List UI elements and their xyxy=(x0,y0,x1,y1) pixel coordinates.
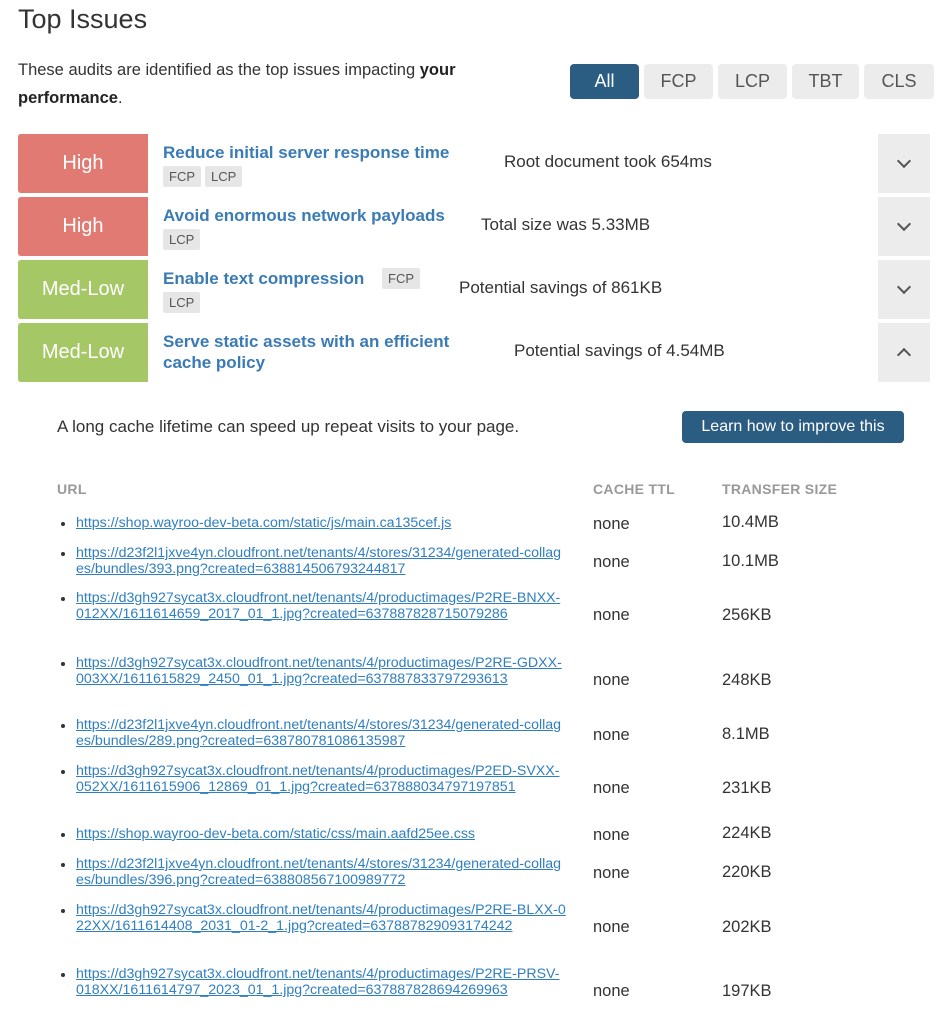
resource-url-link[interactable]: https://d3gh927sycat3x.cloudfront.net/tenants/4/productimages/P2ED-SVXX-052XX/1611615906_12869_01_1.jpg?created=637888034797197851 xyxy=(76,763,560,795)
filter-cls-button[interactable]: CLS xyxy=(864,64,934,99)
expand-button[interactable] xyxy=(878,134,930,193)
resource-url-link[interactable]: https://d23f2l1jxve4yn.cloudfront.net/tenants/4/stores/31234/generated-collages/bundles/289.png?created=638780781086135987 xyxy=(76,717,562,749)
resource-url-link[interactable]: https://d3gh927sycat3x.cloudfront.net/tenants/4/productimages/P2RE-BLXX-022XX/1611614408_2031_01-2_1.jpg?created=637887829093174242 xyxy=(76,902,566,934)
cache-ttl-value: none xyxy=(593,864,630,882)
column-header-url: URL xyxy=(57,481,87,497)
filter-tbt-button[interactable]: TBT xyxy=(792,64,859,99)
cache-ttl-value: none xyxy=(593,726,630,744)
transfer-size-value: 10.1MB xyxy=(722,552,779,570)
transfer-size-value: 202KB xyxy=(722,918,772,936)
transfer-size-value: 256KB xyxy=(722,606,772,624)
transfer-size-value: 231KB xyxy=(722,779,772,797)
cache-ttl-value: none xyxy=(593,606,630,624)
chevron-down-icon xyxy=(897,217,911,231)
issue-detail: Root document took 654ms xyxy=(504,152,712,171)
expand-button[interactable] xyxy=(878,260,930,319)
column-header-transfer-size: TRANSFER SIZE xyxy=(722,481,838,497)
resource-url-link[interactable]: https://shop.wayroo-dev-beta.com/static/js/main.ca135cef.js xyxy=(76,515,452,531)
page-subtitle: These audits are identified as the top issues impacting your performance. xyxy=(18,61,456,107)
severity-badge: Med-Low xyxy=(18,323,148,382)
resource-url-link[interactable]: https://d23f2l1jxve4yn.cloudfront.net/tenants/4/stores/31234/generated-collages/bundles/396.png?created=638808567100989772 xyxy=(76,856,562,888)
cache-ttl-value: none xyxy=(593,982,630,1000)
issue-title[interactable]: Serve static assets with an efficient cache policy xyxy=(163,332,450,372)
chevron-down-icon xyxy=(897,280,911,294)
filter-lcp-button[interactable]: LCP xyxy=(718,64,787,99)
severity-badge: High xyxy=(18,197,148,256)
metric-filter-group xyxy=(570,64,934,99)
metric-tag: LCP xyxy=(163,229,200,250)
issue-detail: Potential savings of 861KB xyxy=(459,278,663,297)
metric-tag: LCP xyxy=(163,292,200,313)
transfer-size-value: 248KB xyxy=(722,671,772,689)
cache-ttl-value: none xyxy=(593,779,630,797)
cache-ttl-value: none xyxy=(593,826,630,844)
metric-tag: FCP xyxy=(382,268,420,289)
collapse-button[interactable] xyxy=(878,323,930,382)
issue-title[interactable]: Enable text compression xyxy=(163,269,365,288)
transfer-size-value: 224KB xyxy=(722,824,772,842)
issue-title[interactable]: Avoid enormous network payloads xyxy=(163,206,445,225)
filter-fcp-button[interactable]: FCP xyxy=(644,64,713,99)
cache-ttl-value: none xyxy=(593,553,630,571)
learn-more-button[interactable]: Learn how to improve this xyxy=(682,411,904,443)
audit-description: A long cache lifetime can speed up repeat visits to your page. xyxy=(57,417,520,436)
issue-row[interactable] xyxy=(18,260,930,319)
issue-row[interactable] xyxy=(18,323,930,382)
issues-list xyxy=(18,134,930,386)
cache-ttl-value: none xyxy=(593,671,630,689)
expand-button[interactable] xyxy=(878,197,930,256)
transfer-size-value: 8.1MB xyxy=(722,725,770,743)
resource-url-link[interactable]: https://d23f2l1jxve4yn.cloudfront.net/tenants/4/stores/31234/generated-collages/bundles/393.png?created=638814506793244817 xyxy=(76,545,562,577)
resource-url-link[interactable]: https://d3gh927sycat3x.cloudfront.net/tenants/4/productimages/P2RE-BNXX-012XX/1611614659_2017_01_1.jpg?created=637887828715079286 xyxy=(76,590,561,622)
issue-detail: Total size was 5.33MB xyxy=(481,215,651,234)
transfer-size-value: 10.4MB xyxy=(722,513,779,531)
filter-all-button[interactable]: All xyxy=(570,64,639,99)
resource-url-link[interactable]: https://shop.wayroo-dev-beta.com/static/css/main.aafd25ee.css xyxy=(76,826,476,842)
cache-ttl-value: none xyxy=(593,918,630,936)
cache-ttl-value: none xyxy=(593,515,630,533)
metric-tag: LCP xyxy=(205,166,242,187)
page-title: Top Issues xyxy=(18,4,148,34)
severity-badge: Med-Low xyxy=(18,260,148,319)
resource-url-link[interactable]: https://d3gh927sycat3x.cloudfront.net/tenants/4/productimages/P2RE-GDXX-003XX/1611615829_2450_01_1.jpg?created=637887833797293613 xyxy=(76,655,562,687)
issue-row[interactable] xyxy=(18,197,930,256)
transfer-size-value: 220KB xyxy=(722,863,772,881)
severity-badge: High xyxy=(18,134,148,193)
issue-row[interactable] xyxy=(18,134,930,193)
resource-url-link[interactable]: https://d3gh927sycat3x.cloudfront.net/tenants/4/productimages/P2RE-PRSV-018XX/1611614797_2023_01_1.jpg?created=637887828694269963 xyxy=(76,966,560,998)
issue-title[interactable]: Reduce initial server response time xyxy=(163,143,450,162)
chevron-down-icon xyxy=(897,154,911,168)
issue-detail: Potential savings of 4.54MB xyxy=(514,341,725,360)
column-header-cache-ttl: CACHE TTL xyxy=(593,481,676,497)
transfer-size-value: 197KB xyxy=(722,982,772,1000)
metric-tag: FCP xyxy=(163,166,201,187)
chevron-up-icon xyxy=(897,348,911,362)
